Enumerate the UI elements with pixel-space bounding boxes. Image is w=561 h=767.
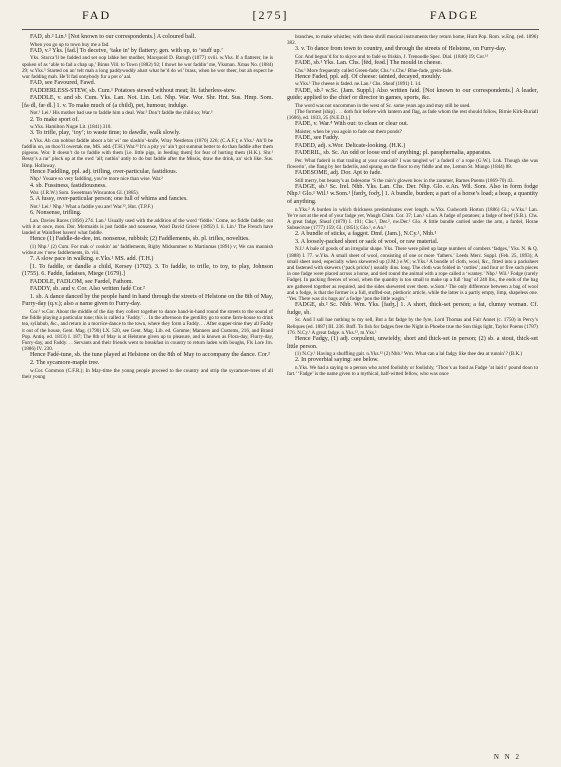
entry-paragraph: FADERIL, sb. Sc. An odd or loose end of anything; pl. paraphernalia, apparatus. [295,150,492,157]
entry-paragraph: 3. To trifle, play, ‘toy’; to waste time; to dawdle, walk slowly. [30,130,181,137]
entry-paragraph: w.Yks.¹ The cheese is faded. ne.Lan.¹ Chs. Sheaf (1891) I. 14. [295,81,422,88]
entry-paragraph: e.Yks. Ah can nobbut faddle aboot a bit wi’ me slashin’-knife, Wray Nestleton (1876) 226; (C.A.F.); e.Yks.¹ Ah’ll be faddlin on, an thoo’ll owertak me, MS. add. (T.H.) War.²³ It’s a pity yo’ ain’t got summat better to do than faddle after them pigeons. Wor. It doesn’t do to faddle with them [i.e. little pigs, in feeding them] for fear of hurting them (H.K.). Shr.¹ Bessy’s a rar’ pluck up at the owd ’all; nuthin’ antly to do but faddle after the Missis, draw the drink, an’ sich like. Sus. Hmp. Holloway. [22,137,273,169]
entry-paragraph: 3. A loosely-packed sheet or sack of wool, or raw material. [295,238,439,245]
entry-paragraph: Yks. Stacca’ll be fadded and set oop lahke her mudher, Macquoid D. Barugh (1877) xviii. w.Yks. If a flatterer, he is spoken of as ‘able to fad a chap up,’ Binns Vill. to Town (1882) 92; I thowt he wor faddin’ me, Yksman. Xmas No. (1884) 29; w.Yks.⁵ Started on an’ telt mah a long paddywoddy abart what he’d do wi’ brass, when he wor theer, but ah expect he wur fadding mah. He’ll fad onnybody fur a pot o’ aal. [22,55,273,80]
entry-paragraph: The word was not uncommon in the west of Sc. some years ago and may still be used. [295,102,471,109]
entry-paragraph: 2. The sycamore-maple tree. [30,359,100,366]
entry-paragraph: FADDERLESS-STEW, sb. Cum.¹ Potatoes stewed without meat; lit. fatherless-stew. [30,87,237,94]
entry-paragraph: w.Yks. Hamilton Nugæ Lit. (1841) 310. [30,124,112,131]
entry-paragraph: Chs.¹ More frequently called Green-fade; Chs.³ s.Chs.¹ Blue-fade, grein-fade. [295,67,453,74]
header-right: FADGE [429,8,479,22]
entry-paragraph: 4. sb. Fussiness, fastidiousness. [30,182,107,189]
columns [22,34,539,380]
entry-paragraph: [1. To faddle, or dandle a child, Kersey (1702). 3. To faddle, to trifle, to toy, to play, Johnson (1755). 6. Fadde, fadaises, Miege (1679).] [22,263,273,278]
entry-paragraph: 2. A bundle of sticks, a faggot. Dmf. (Jam.), N.Cy.¹, Nhb.¹ [295,231,437,238]
entry-paragraph: 2. In proverbial saying: see below. [295,357,379,364]
entry-paragraph: FADE, see Faddy. [295,135,340,142]
entry-paragraph: Not.¹ Lei.¹ His mother had use to faddle him a deal. War.² Don’t faddle the child so; War.³ [30,110,213,117]
entry-paragraph: 1. sb. A dance danced by the people hand in hand through the streets of Helstone on the 8th of May, Furry-day (q.v.); also a name given to Furry-day. [22,293,273,308]
entry-paragraph: 5. A fussy, over-particular person; one full of whims and fancies. [30,196,188,203]
entry-paragraph: Nhp.¹ Youare so very faddling, you’re more nice than wise. War.² [30,176,163,183]
entry-paragraph: Still merry, but beauty’s as fadesome ’S the rain’s glowen bow in the zummer, Barnes Poems (1869-70) 43. [295,177,514,184]
entry-paragraph: Hence (1) Faddle-de-dee, int. nonsense, rubbish; (2) Faddlements, sb. pl. trifles, novelties. [30,236,250,243]
entry-paragraph: FADESOME, adj. Dor. Apt to fade. [295,170,382,177]
entry-paragraph: Maister, when be you agoin to fade out them ponds? [295,128,402,135]
entry-paragraph: (1) Nhp.¹ (2) Cum. For mak o’ cookin’ an’ faddlements, Rigby Midsummer to Martinmas (1891) v; We can mannish widout aw t’new faddlements, ib. viii. [22,243,273,256]
entry-paragraph: War. (J.R.W.) Som. Sweetman Wincanton Gl. (1885). [30,190,140,197]
entry-paragraph: FAD, v.² Yks. [fad.] To deceive, ‘take in’ by flattery; gen. with up, to ‘stuff up.’ [30,47,224,54]
entry-paragraph: Hence Fadgy, (1) adj. corpulent, unwieldy, short and thick-set in person; (2) sb. a stout, thick-set little person. [287,335,538,350]
entry-paragraph: Hence Faddling, ppl. adj. trifling, over-particular, fastidious. [30,168,178,175]
header-left: FAD [82,8,112,22]
entry-paragraph: FADED, adj. s.Wor. Delicate-looking. (H.K.) [295,142,406,149]
entry-paragraph: Cor. And begun’d for to skyce and to fadé so friskin, J. Trenoodle Spec. Dial. (1846) 19; Cor.¹² [295,53,489,60]
entry-paragraph: Hence Fadé-tune, sb. the tune played at Helstone on the 8th of May to accompany the dance. Cor.² [30,352,270,359]
running-header [22,8,539,23]
entry-paragraph: FADE, sb.² w.Sc. (Jam. Suppl.) Also written faid. [Not known to our correspondents.] A leader, guide; applied to the chief or director in games, sports, &c. [287,87,538,102]
entry-paragraph: FADGE, sb.¹ Sc. Irel. Nhb. Yks. Lan. Chs. Der. Nhp. Glo. e.An. Wil. Som. Also in form fodge Nhp.¹ Glo.¹ Wil.¹ w.Som.¹ [fædʒ, fodʒ.] 1. A bundle, burden; a part of a horse’s load; a heap, a quantity of anything. [287,183,538,205]
entry-paragraph: branches, to make whistles; with these shrill musical instruments they return home, Hunt Pop. Rom. w.Eng. (ed. 1896) 382. [287,34,538,47]
entry-paragraph: n.Yks.² A burden in which thickness predominates over length. w.Yks. Cudworth Horton (1886) Gl.; w.Yks.¹ Lan. Ye’re not at the end of your fadge yet, Waugh Chim. Cor. 37; Lan.¹ s.Lan. A fadge of potatoes; a fadge of beef (S.B.). Chs. A great fadge, Sheaf (1879) I. 191; Chs.¹, Der.², nw.Der.¹ Glo. A little bundle carried under the arm, a fardel, Horae Subsecivae (1777) 159; Gl. (1851); Glo.¹, e.An.¹ [287,206,538,232]
entry-paragraph: 3. v. To dance from town to country, and through the streets of Helstone, on Furry-day. [295,46,507,53]
entry-paragraph: FADDLE, FADLOM, see Fardel, Fathom. [30,278,134,285]
entry-paragraph: Per. What faderil is that trailing at your coat-tail? I was tangled wi’ a faderil o’ a rope (G.W.). Lnk. Though she was flowerin’, she flang by her faderils, and sprang on the floor to my fiddle and me, Lemon St. Mungo (1844) 88. [287,157,538,170]
entry-paragraph: FADE, sb.¹ Yks. Lan. Chs. [fēd, feəd.] The mould in cheese. [295,60,442,67]
entry-paragraph: When you go up to town buy me a fad. [30,41,110,48]
left-column [22,34,273,380]
right-column [287,34,538,380]
entry-paragraph: 6. Nonsense, trifling. [30,210,82,217]
entry-paragraph: (1) N.Cy.¹ Having a shuffling gait. n.Yks.¹² (2) Nhb.¹ Wm. What can a lal fadgy like thee dea at runnin’? (B.K.) [295,351,523,358]
entry-paragraph: 7. A slow pace in walking. e.Yks.¹ MS. add. (T.H.) [30,256,154,263]
entry-paragraph: Hence Faded, ppl. adj. Of cheese: tainted, decayed, mouldy. [295,73,442,80]
entry-paragraph: N.I.¹ A bale of goods of an irregular shape. Yks. There were piled up large numbers of combers ‘fadges,’ Yks. N. & Q. (1888) I. 77. w.Yks. A small sheet of wool, consisting of one or more ‘fathers.’ Leeds Merc. Suppl. (Feb. 25, 1893); A small sheet used, especially when skewered up (J.M.) e.W.; w.Yks.² A bundle of cloth, wool, &c., fitted into a packsheet and fastened with skewers (‘pack pricks’) usually 4ins. long. The cloth was folded in ‘cuttles’; and four or five such pieces in one fadge were placed across a horse, and tied round the animal with a rope called a ‘wantey.’ Nhp.¹ Wil.¹ Fodge (rarely Fadge). In packing fleeces of wool, when the quantity is too small to make up a full ‘bag’ of 240 lbs., the ends of the bag are gathered together as required, and the sides skewered over them. w.Som.¹ The only difference between a bag of wool and a fodge, is that the former is a full, stuffed-out, plethoric article, while the latter is a partly empty, limp, shapeless one. ‘Yes. There was zix bags an’ a fodge ’pon the little wagin.’ [287,246,538,303]
entry-paragraph: n.Yks. We had a saying to a person who acted foolishly or foolishly, ‘Thoo’s as fond as Fadge ’at laid t’ pound doon to fart.’ ‘Fadge’ is the name given to a mythical, half-witted fellow, who was once [287,364,538,378]
entry-paragraph: FAD, see Favoured, Fawd. [30,80,96,87]
entry-paragraph: Sc. And I sall hae nothing to my sell, But a fat fadge by the fyre, Lord Thomas and Fair Annet (c. 1750) in Percy’s Reliques (ed. 1887) III. 236. Bnff. To fish for fadges free the Night in Phoebe true the Son thigs light, Taylor Poems (1787) 176. N.Cy.¹ A great fadge. n.Yks.¹², m.Yks.¹ [287,317,538,336]
entry-paragraph: w.Cor. Common (C.F.R.); In May-time the young people proceed to the country and strip the sycamore-trees of all their young [22,367,273,380]
entry-paragraph: FADE, v. War.⁴ With out: to clean or clear out. [295,121,409,128]
entry-paragraph: 2. To make sport of. [30,116,79,123]
header-rule [22,29,539,30]
entry-paragraph: Not.¹ Lei.¹ Nhp.¹ What a faddle you are! War.²³, Hnt. (T.P.F.) [30,203,153,210]
entry-paragraph: Lan. Davies Races (1856) 274. Lan.¹ Usually used with the addition of the word ‘fiddle.’ Come, no fiddle faddle; out with it at once, mon. Dor. Mormaids is just faddle and nonsense, Ward David Grieve (1892) I. ii. Lin.¹ The French have landed at Wainfleet haven! what faddle. [22,217,273,237]
page-number: [275] [252,8,289,22]
entry-paragraph: FADGE, sb.² Sc. Nhb. Wm. Yks. [fadʒ.] 1. A short, thick-set person; a fat, clumsy woman. Cf. fudge, sb. [287,302,538,316]
entry-paragraph: [The formest [ship] . . . doth fuir before with lantern and flag, as fade whom the rest should follow, Birnie Kirk-Buriall (1606), ed. 1833, 25 (N.E.D.).] [287,108,538,122]
entry-paragraph: Cor.² w.Cor. About the middle of the day they collect together to dance hand-in-hand round the streets to the sound of the fiddle playing a particular tune; this is called a ‘Faddy.’ . . In the afternoon the gentility go to some farm-house to drink tea, syllabub, &c., and return in a morrice-dance to the town, where they form a Faddy. . . After supper-time they all Faddy it out of the house, Gent. Mag. (1790) LX. 520, see Gent. Mag. Lib. ed. Gomme; Manners and Customs, 216, and Brand Pop. Antiq. ed. 1813) I. 187; The 8th of May is at Helstone given up to pleasure, and is known as Flora-day, Flurry-day, Furry-day, and Faddy. . . Servants and their friends went to breakfast in country to return laden with boughs, Fls Lore Jrn. (1886) IV. 230. [22,309,273,353]
entry-paragraph: FADDLE, v. and sb. Cum. Yks. Lan. Not. Lin. Lei. Nhp. War. Wor. Shr. Hnt. Sus. Hmp. Som. [fa·dl, fæ·dl.] 1. v. To make much of (a child), pet, humour, indulge. [22,95,273,109]
signature-mark: N N 2 [493,753,521,761]
entry-paragraph: FAD, sb.² Lin.¹ [Not known to our correspondents.] A coloured ball. [30,34,196,40]
entry-paragraph: FADDY, sb. and v. Cor. Also written fadé Cor.² [30,286,145,293]
